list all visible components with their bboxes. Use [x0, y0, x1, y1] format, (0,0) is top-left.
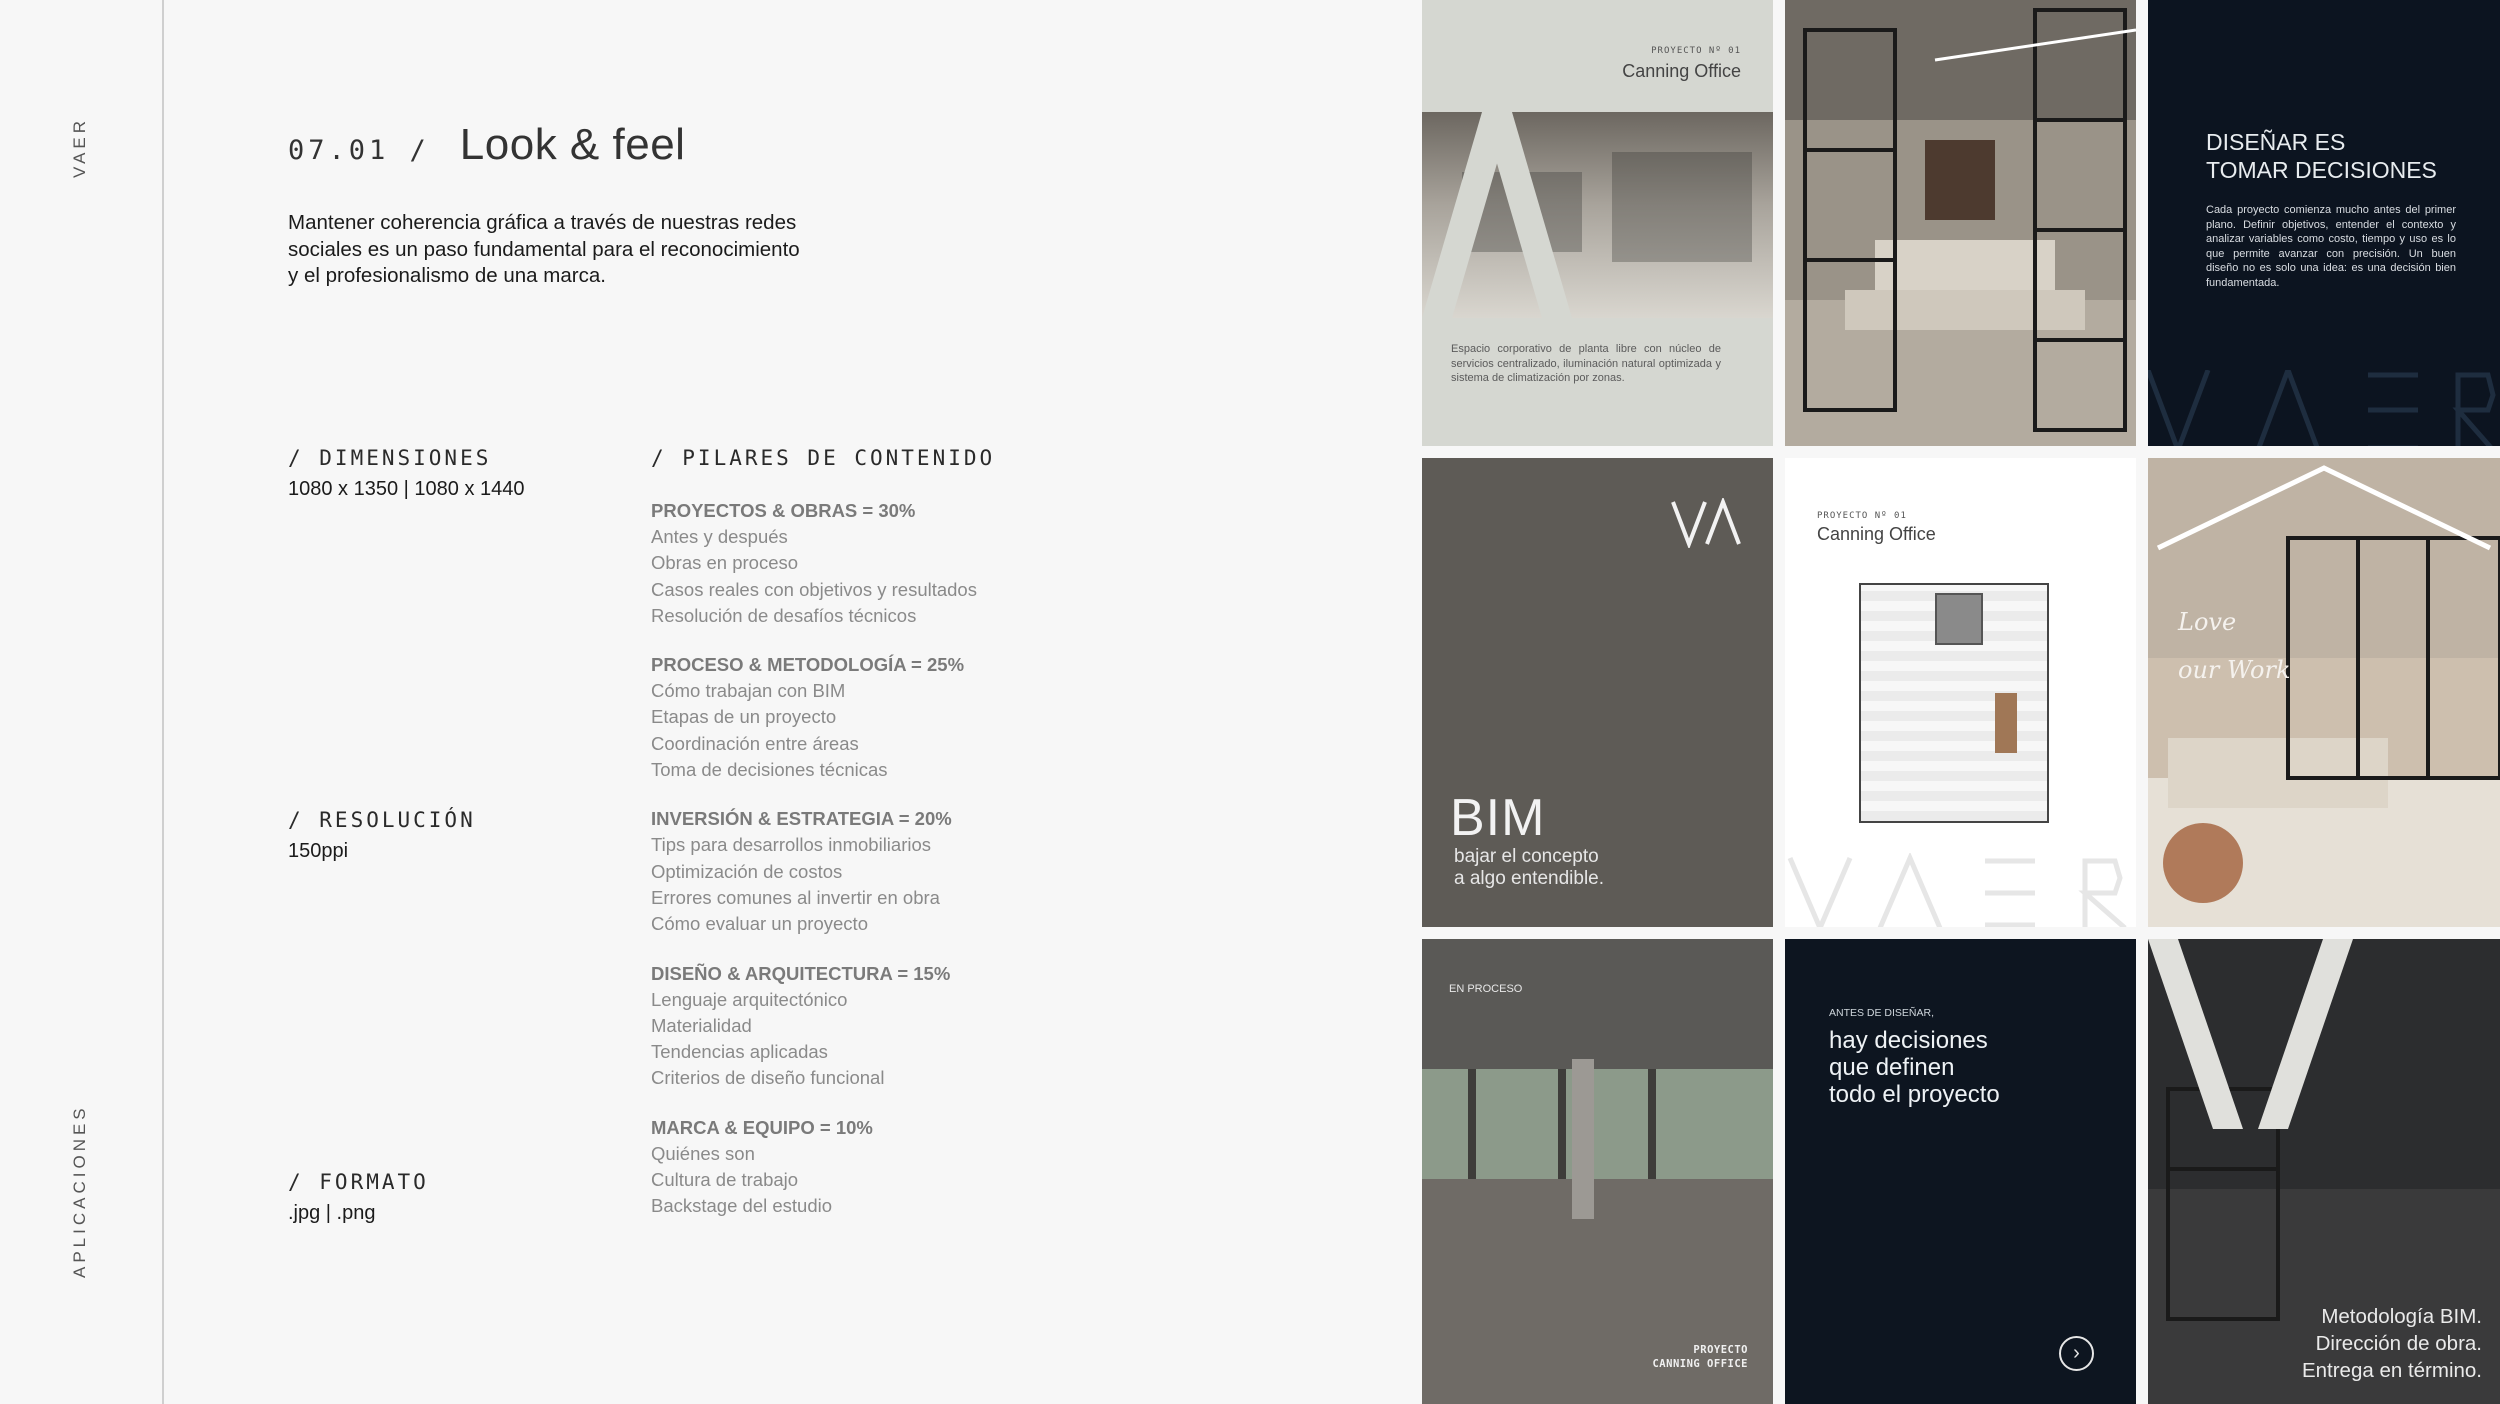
construction-photo-icon [1422, 939, 1773, 1404]
pillar-title: DISEÑO & ARQUITECTURA = 15% [651, 962, 951, 984]
project-footer-line: PROYECTO [1693, 1344, 1748, 1356]
pillar-group [651, 498, 995, 629]
spec-label: / RESOLUCIÓN [288, 808, 476, 832]
services-list [2302, 1303, 2482, 1384]
vaer-wordmark-icon [1785, 853, 2136, 927]
pillar-group [651, 961, 995, 1092]
spec-value: 1080 x 1350 | 1080 x 1440 [288, 478, 525, 500]
pillar-item: Backstage del estudio [651, 1195, 833, 1217]
pillar-item: Coordinación entre áreas [651, 732, 859, 754]
spec-label: / FORMATO [288, 1170, 429, 1194]
bim-subtitle-line: a algo entendible. [1454, 868, 1605, 889]
pillar-item: Quiénes son [651, 1142, 755, 1164]
page-title [288, 120, 685, 170]
intro-paragraph: Mantener coherencia gráfica a través de nuestras redes sociales es un paso fundamental para el reconocimiento y el profesionalismo de una marca. [288, 211, 800, 287]
spec-value: .jpg | .png [288, 1202, 376, 1224]
pillar-item: Criterios de diseño funcional [651, 1067, 885, 1089]
project-description: Espacio corporativo de planta libre con núcleo de servicios centralizado, iluminación natural optimizada y sistema de climatización por zonas. [1451, 343, 1721, 384]
status-tag: EN PROCESO [1449, 983, 1523, 995]
pillar-group [651, 1115, 995, 1220]
neon-sign [2178, 598, 2291, 694]
pillar-item: Resolución de desafíos técnicos [651, 604, 917, 626]
post-tile-antes-de-disenar [1785, 939, 2136, 1404]
pillar-item: Cómo evaluar un proyecto [651, 913, 868, 935]
tile-statement-line: que definen [1829, 1054, 1955, 1081]
pillar-item: Tips para desarrollos inmobiliarios [651, 834, 932, 856]
bim-subtitle [1454, 846, 1604, 890]
pillar-list [651, 498, 995, 1220]
va-logo-overlay-icon [1422, 112, 1773, 318]
pillar-item: Casos reales con objetivos y resultados [651, 578, 977, 600]
va-logo-icon [1671, 498, 1741, 548]
spec-value: 150ppi [288, 840, 349, 862]
chevron-right-icon: › [2059, 1336, 2094, 1371]
tile-statement [1829, 1027, 2000, 1108]
pillar-title: INVERSIÓN & ESTRATEGIA = 20% [651, 808, 952, 830]
tile-statement-line: hay decisiones [1829, 1027, 1988, 1054]
content-pillars [651, 446, 995, 1220]
pillar-item: Etapas de un proyecto [651, 706, 837, 728]
bim-title: BIM [1450, 789, 1546, 847]
tile-heading [2206, 128, 2437, 184]
spec-dimensiones [288, 446, 525, 501]
pillar-group [651, 806, 995, 937]
interior-photo-icon [1785, 0, 2136, 446]
post-tile-bim [1422, 458, 1773, 927]
services-line: Dirección de obra. [2315, 1332, 2482, 1355]
post-tile-interior-photo [1785, 0, 2136, 446]
post-tile-en-proceso [1422, 939, 1773, 1404]
tile-body: Cada proyecto comienza mucho antes del primer plano. Definir objetivos, entender el contexto y analizar variables como costo, tiempo y uso es lo que permite avanzar con precisión. Un buen diseño no es solo una idea: es una decisión bien fundamentada. [2206, 204, 2456, 289]
post-tile-love-our-work [2148, 458, 2500, 927]
sidebar-section-label: APLICACIONES [70, 1104, 89, 1278]
section-number: 07.01 / [288, 135, 430, 166]
project-footer [1652, 1343, 1748, 1371]
pillar-item: Tendencias aplicadas [651, 1041, 828, 1063]
tile-statement-line: todo el proyecto [1829, 1081, 2000, 1108]
sidebar-divider [162, 0, 164, 1404]
pillar-item: Antes y después [651, 526, 788, 547]
spec-resolucion [288, 808, 476, 863]
bim-subtitle-line: bajar el concepto [1454, 846, 1599, 867]
spec-label: / DIMENSIONES [288, 446, 492, 470]
spec-formato [288, 1170, 429, 1225]
pillar-item: Errores comunes al invertir en obra [651, 886, 940, 908]
post-tile-canning-office [1422, 0, 1773, 446]
vaer-wordmark-icon [2148, 370, 2500, 446]
services-line: Metodología BIM. [2321, 1305, 2482, 1328]
post-tile-floor-plan [1785, 458, 2136, 927]
tile-heading-line: DISEÑAR ES [2206, 129, 2346, 155]
post-tile-metodologia [2148, 939, 2500, 1404]
pillar-item: Obras en proceso [651, 552, 799, 574]
floor-plan-furniture [1995, 693, 2017, 753]
project-number: PROYECTO Nº 01 [1817, 511, 1907, 521]
pillar-item: Cultura de trabajo [651, 1169, 799, 1191]
post-tile-disenar-decisiones [2148, 0, 2500, 446]
project-name: Canning Office [1817, 524, 1936, 544]
project-number: PROYECTO Nº 01 [1651, 46, 1741, 56]
project-name: Canning Office [1622, 61, 1741, 81]
neon-sign-line: Love [2178, 608, 2237, 636]
services-line: Entrega en término. [2301, 1359, 2482, 1382]
floor-plan-room [1935, 593, 1983, 645]
project-footer-line: CANNING OFFICE [1652, 1358, 1748, 1370]
pillar-title: PROCESO & METODOLOGÍA = 25% [651, 654, 965, 676]
sidebar-brand-label: VAER [70, 116, 89, 178]
pillars-label: / PILARES DE CONTENIDO [651, 446, 996, 470]
pillar-item: Optimización de costos [651, 860, 843, 882]
pillar-item: Lenguaje arquitectónico [651, 988, 848, 1010]
tile-kicker: ANTES DE DISEÑAR, [1829, 1007, 1935, 1019]
tile-heading-line: TOMAR DECISIONES [2206, 157, 2437, 183]
neon-sign-line: our Work [2178, 656, 2291, 684]
pillar-item: Toma de decisiones técnicas [651, 759, 888, 781]
pillar-item: Materialidad [651, 1014, 752, 1036]
pillar-item: Cómo trabajan con BIM [651, 680, 846, 702]
pillar-group [651, 652, 995, 783]
section-title: Look & feel [459, 120, 686, 169]
office-photo [1422, 112, 1773, 318]
pillar-title: PROYECTOS & OBRAS = 30% [651, 500, 916, 521]
pillar-title: MARCA & EQUIPO = 10% [651, 1116, 873, 1138]
